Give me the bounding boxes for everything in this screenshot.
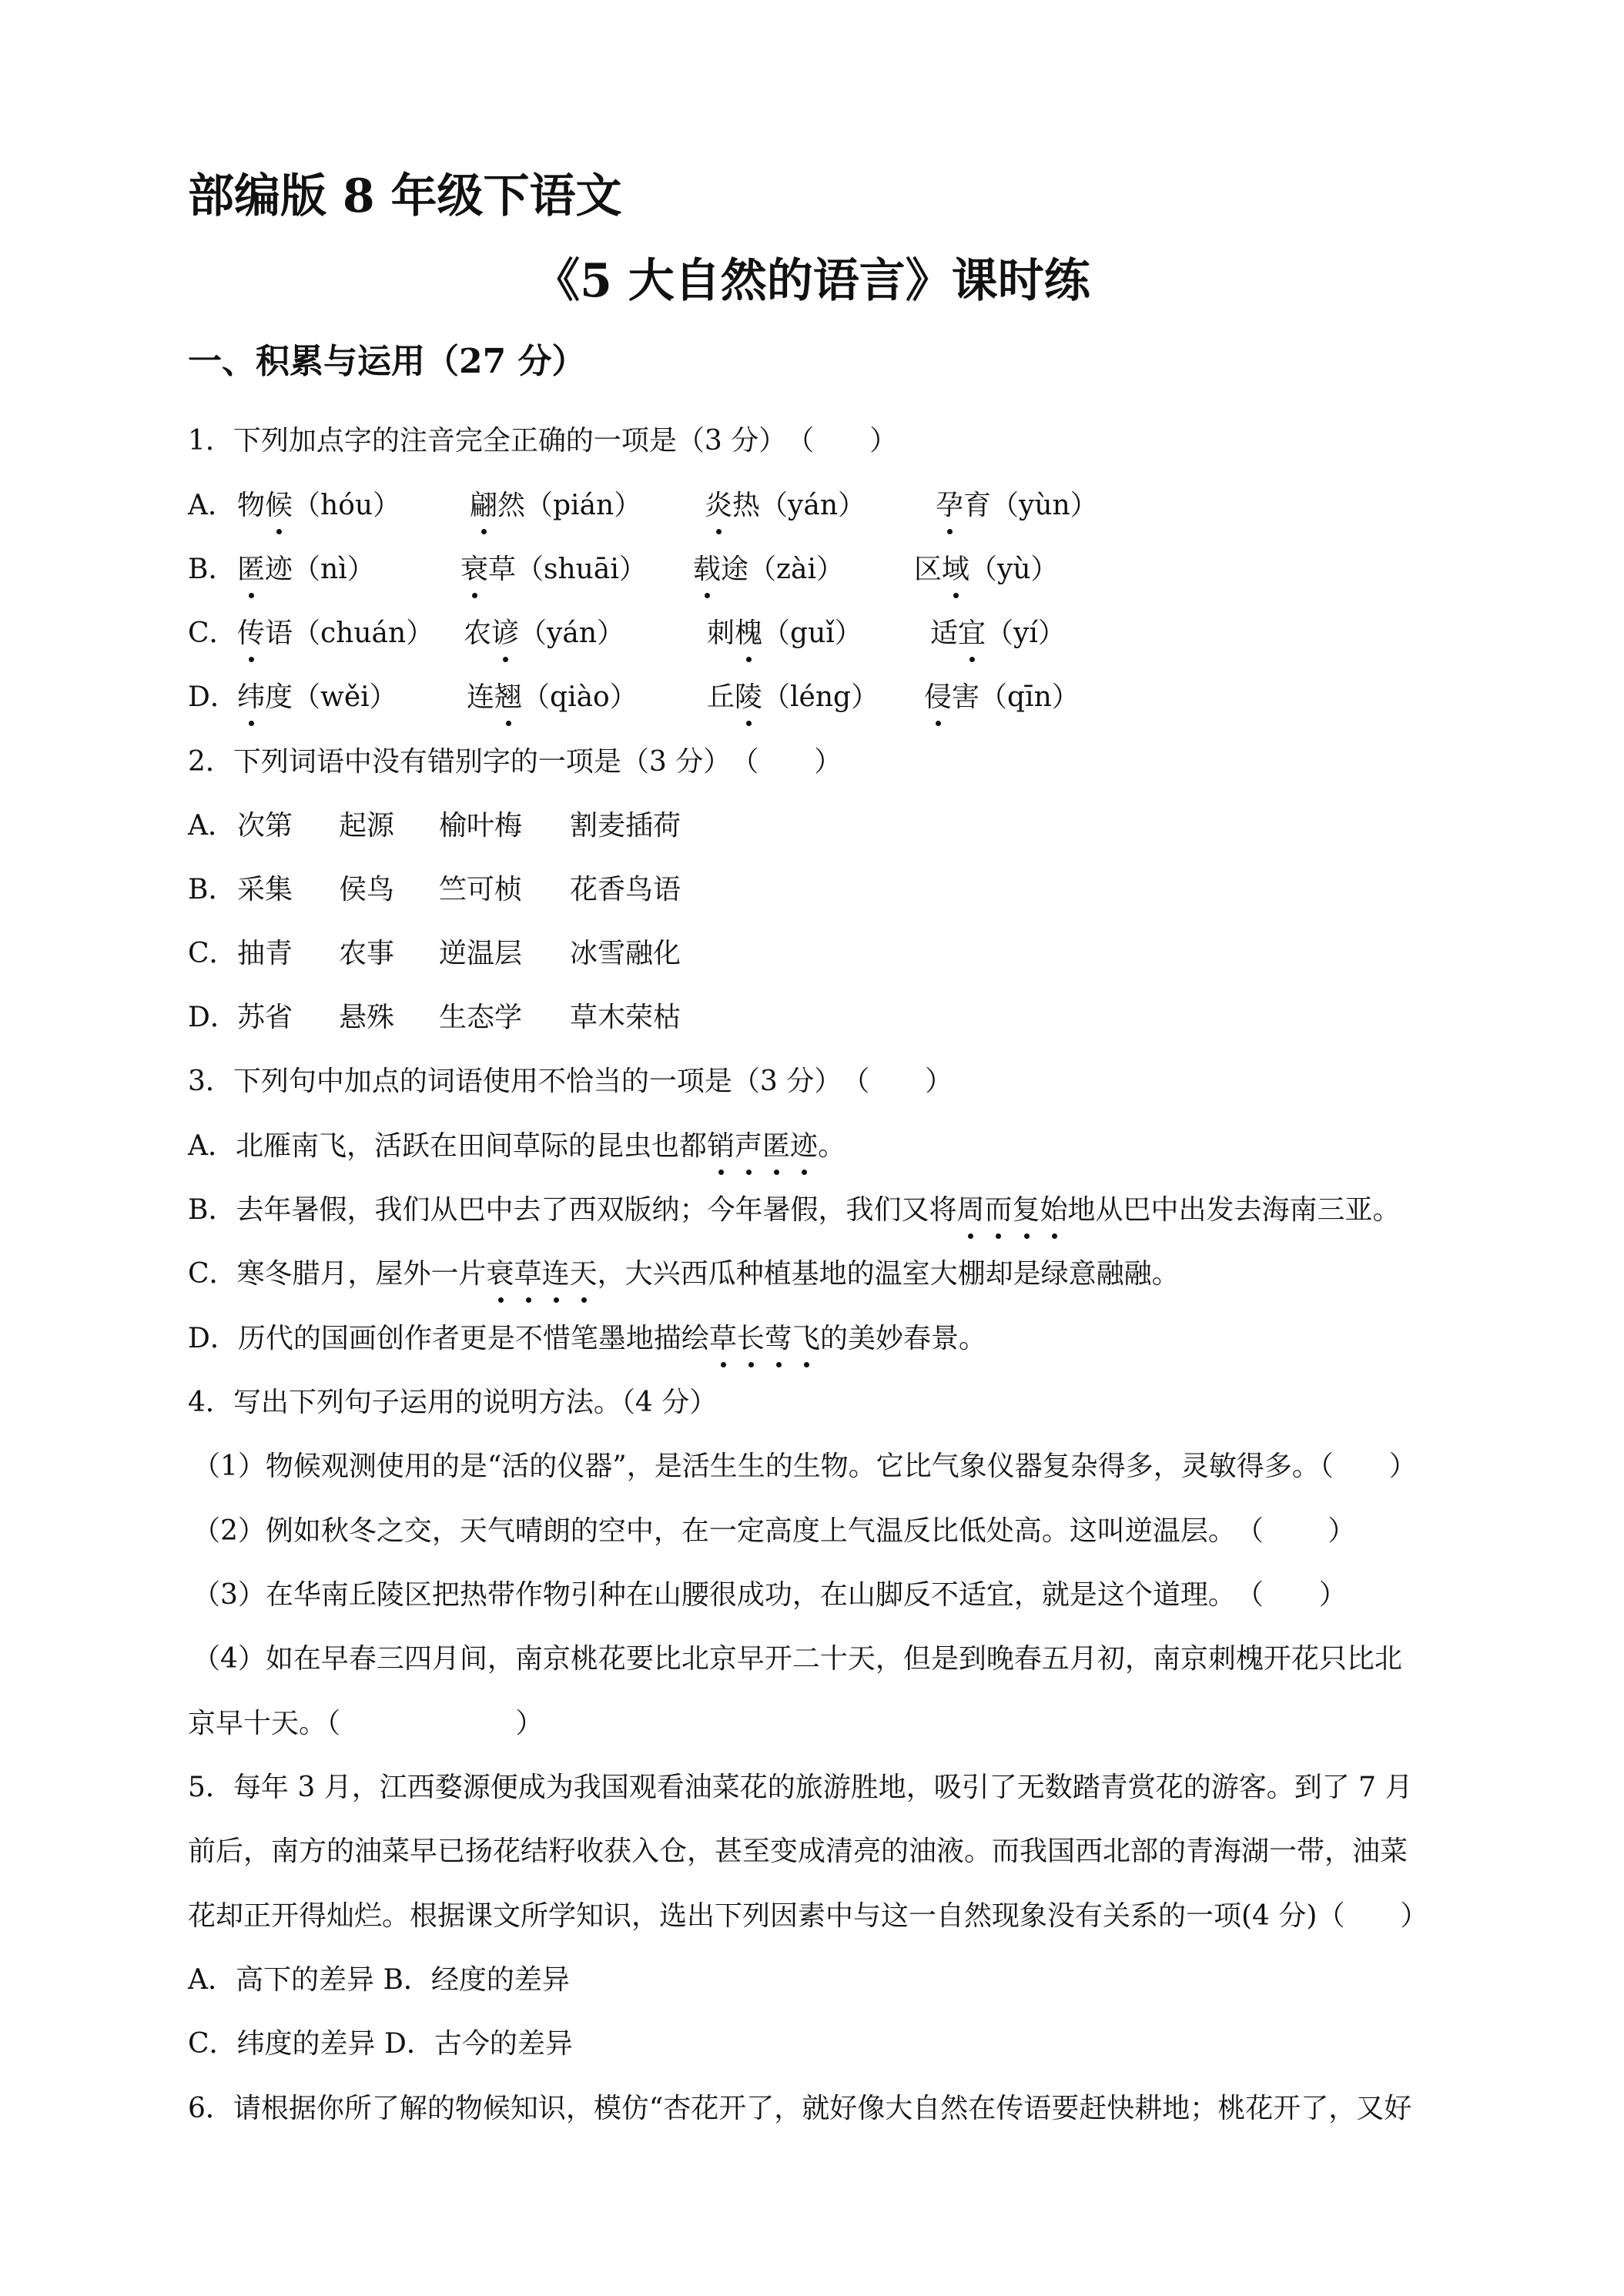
option-item: 纬度（wěi） xyxy=(237,678,397,717)
option-item: 炎热（yán） xyxy=(705,487,866,525)
question-1-stem: 1．下列加点字的注音完全正确的一项是（3 分） （ ） xyxy=(188,425,898,457)
option-item: 衰草（shuāi） xyxy=(460,551,647,589)
question-5-line-1: 5．每年 3 月，江西婺源便成为我国观看油菜花的旅游胜地，吸引了无数踏青赏花的游客。到了 7 月 xyxy=(188,1772,1413,1803)
question-5-options-cd: C．纬度的差异 D．古今的差异 xyxy=(188,2028,573,2060)
emphasized-char: 始 xyxy=(1040,1191,1068,1230)
emphasized-char: 匿 xyxy=(762,1127,790,1166)
question-6-line-1: 6．请根据你所了解的物候知识，模仿“杏花开了，就好像大自然在传语要赶快耕地；桃花开了，又好 xyxy=(188,2093,1412,2124)
question-4-item-4: （4）如在早春三四月间，南京桃花要比北京早开二十天，但是到晚春五月初，南京刺槐开花只比北 xyxy=(193,1643,1402,1675)
option-item: 丘陵（léng） xyxy=(707,678,879,717)
document-subtitle: 《5 大自然的语言》课时练 xyxy=(534,254,1090,308)
question-5-line-2: 前后，南方的油菜早已扬花结籽收获入仓，甚至变成清亮的油液。而我国西北部的青海湖一带，油菜 xyxy=(188,1836,1408,1867)
option-item: 匿迹（nì） xyxy=(237,551,375,589)
question-4-item-2: （2）例如秋冬之交，天气晴朗的空中，在一定高度上气温反比低处高。这叫逆温层。 （ ） xyxy=(193,1515,1356,1547)
question-5-options-ab: A．高下的差异 B．经度的差异 xyxy=(188,1964,570,1996)
emphasized-char: 复 xyxy=(1013,1191,1040,1230)
document-page: 部编版 8 年级下语文 《5 大自然的语言》课时练 一、积累与运用（27 分） 1．下列加点字的注音完全正确的一项是（3 分） （ ） A． 物候（hóu） 翩然（pián） 炎热（yán） 孕育（yùn） B． 匿迹（nì） 衰草（shuāi） 载途（zài） 区域（yù） C． 传语（chuán） 农谚（yán） 刺槐（guǐ） 适宜（yí） D． 纬度（wěi） 连翘（qiào） 丘陵（léng） 侵害（qīn） 2．下列词语中没有错别字的一项是（3 分） （ ） A． 次第 起源 榆叶梅 割麦插荷 B． 采集 侯鸟 竺可桢 花香鸟语 C． 抽青 农事 逆温层 冰雪融化 D． 苏省 悬殊 生态学 草木荣枯 3．下列句中加点的词语使用不恰当的一项是（3 分） （ ） A．北雁南飞，活跃在田间草际的昆虫也都销声匿迹。 B．去年暑假，我们从巴中去了西双版纳；今年暑假，我们又将周而复始地从巴中出发去海南三亚。 C．寒冬腊月，屋外一片衰草连天，大兴西瓜种植基地的温室大棚却是绿意融融。 D．历代的国画创作者更是不惜笔墨地描绘草长莺飞的美妙春景。 4．写出下列句子运用的说明方法。（4 分） （1）物候观测使用的是“活的仪器”，是活生生的生物。它比气象仪器复杂得多，灵敏得多。（ ） （2）例如秋冬之交，天气晴朗的空中，在一定高度上气温反比低处高。这叫逆温层。 （ ） （3）在华南丘陵区把热带作物引种在山腰很成功，在山脚反不适宜，就是这个道理。 （ ） （4）如在早春三四月间，南京桃花要比北京早开二十天，但是到晚春五月初，南京刺槐开花只比北 京早十天。（ ） 5．每年 3 月，江西婺源便成为我国观看油菜花的旅游胜地，吸引了无数踏青赏花的游客。到了 7 月 前后，南方的油菜早已扬花结籽收获入仓，甚至变成清亮的油液。而我国西北部的青海湖一带，油菜 花却正开得灿烂。根据课文所学知识，选出下列因素中与这一自然现象没有关系的一项(4 分)（ ） A．高下的差异 B．经度的差异 C．纬度的差异 D．古今的差异 6．请根据你所了解的物候知识，模仿“杏花开了，就好像大自然在传语要赶快耕地；桃花开了，又好 xyxy=(0,0,1624,2296)
emphasized-char: 草 xyxy=(514,1255,542,1294)
question-3-stem: 3．下列句中加点的词语使用不恰当的一项是（3 分） （ ） xyxy=(188,1066,953,1097)
question-3-option-a: A．北雁南飞，活跃在田间草际的昆虫也都销声匿迹。 xyxy=(188,1127,845,1166)
option-item: 物候（hóu） xyxy=(237,487,400,525)
question-5-line-3: 花却正开得灿烂。根据课文所学知识，选出下列因素中与这一自然现象没有关系的一项(4 分)（ ） xyxy=(188,1900,1428,1932)
emphasized-char: 而 xyxy=(984,1191,1012,1230)
option-item: 农谚（yán） xyxy=(464,614,624,653)
option-item: 传语（chuán） xyxy=(237,614,434,653)
option-item: 侵害（qīn） xyxy=(924,678,1080,717)
emphasized-char: 草 xyxy=(709,1320,737,1358)
document-title: 部编版 8 年级下语文 xyxy=(188,169,622,223)
emphasized-char: 连 xyxy=(542,1255,570,1294)
option-item: 孕育（yùn） xyxy=(936,487,1098,525)
emphasized-char: 迹 xyxy=(790,1127,818,1166)
option-item: 翩然（pián） xyxy=(470,487,641,525)
emphasized-char: 销 xyxy=(707,1127,735,1166)
option-item: 刺槐（guǐ） xyxy=(707,614,862,653)
option-item: 连翘（qiào） xyxy=(467,678,638,717)
emphasized-char: 声 xyxy=(735,1127,762,1166)
question-4-item-3: （3）在华南丘陵区把热带作物引种在山腰很成功，在山脚反不适宜，就是这个道理。 （ ） xyxy=(193,1579,1347,1611)
emphasized-char: 衰 xyxy=(487,1255,514,1294)
question-3-option-d: D．历代的国画创作者更是不惜笔墨地描绘草长莺飞的美妙春景。 xyxy=(188,1320,986,1358)
emphasized-char: 天 xyxy=(570,1255,598,1294)
question-4-stem: 4．写出下列句子运用的说明方法。（4 分） xyxy=(188,1387,718,1418)
emphasized-char: 长 xyxy=(737,1320,765,1358)
option-item: 载途（zài） xyxy=(693,551,844,589)
question-3-option-c: C．寒冬腊月，屋外一片衰草连天，大兴西瓜种植基地的温室大棚却是绿意融融。 xyxy=(188,1255,1180,1294)
option-item: 区域（yù） xyxy=(914,551,1059,589)
option-item: 适宜（yí） xyxy=(930,614,1066,653)
section-heading: 一、积累与运用（27 分） xyxy=(188,342,586,381)
question-3-option-b: B．去年暑假，我们从巴中去了西双版纳；今年暑假，我们又将周而复始地从巴中出发去海南三亚。 xyxy=(188,1191,1401,1230)
question-4-item-4-cont: 京早十天。（ ） xyxy=(188,1708,544,1739)
question-4-item-1: （1）物候观测使用的是“活的仪器”，是活生生的生物。它比气象仪器复杂得多，灵敏得多。（ ） xyxy=(193,1451,1417,1482)
question-2-stem: 2．下列词语中没有错别字的一项是（3 分） （ ） xyxy=(188,746,842,778)
emphasized-char: 飞 xyxy=(792,1320,820,1358)
emphasized-char: 莺 xyxy=(765,1320,792,1358)
emphasized-char: 周 xyxy=(956,1191,984,1230)
